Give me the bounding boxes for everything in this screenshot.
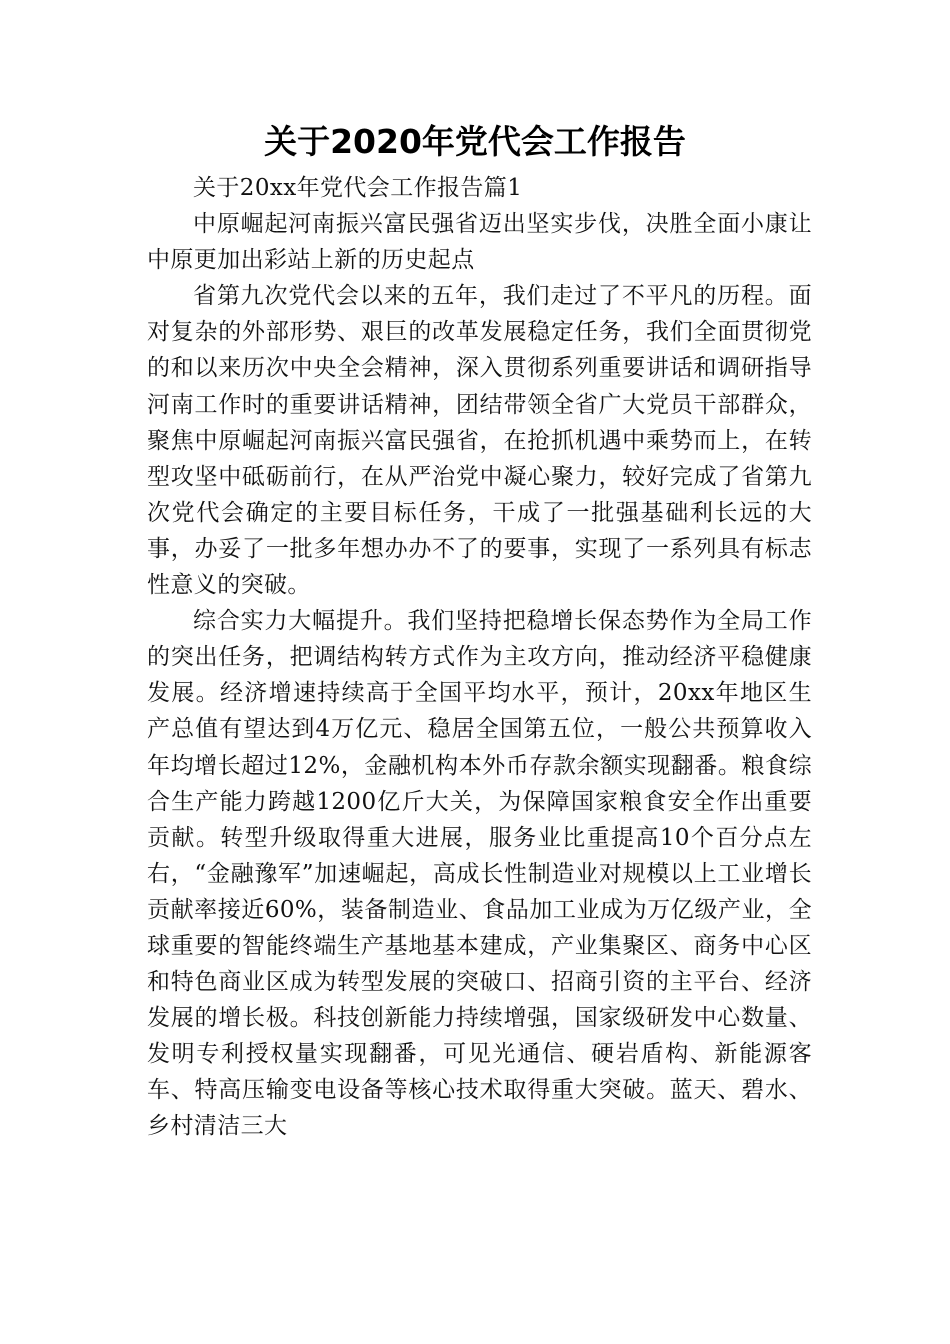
document-body [147, 170, 812, 1145]
paragraph-headline: 中原崛起河南振兴富民强省迈出坚实步伐，决胜全面小康让中原更加出彩站上新的历史起点 [147, 211, 812, 274]
paragraph-strength: 综合实力大幅提升。我们坚持把稳增长保态势作为全局工作的突出任务，把调结构转方式作为主攻方向，推动经济平稳健康发展。经济增速持续高于全国平均水平，预计，20xx年地区生产总值有望达到4万亿元、稳居全国第五位，一般公共预算收入年均增长超过12%，金融机构本外币存款余额实现翻番。粮食综合生产能力跨越1200亿斤大关，为保障国家粮食安全作出重要贡献。转型升级取得重大进展，服务业比重提高10个百分点左右，“金融豫军”加速崛起，高成长性制造业对规模以上工业增长贡献率接近60%，装备制造业、食品加工业成为万亿级产业，全球重要的智能终端生产基地基本建成，产业集聚区、商务中心区和特色商业区成为转型发展的突破口、招商引资的主平台、经济发展的增长极。科技创新能力持续增强，国家级研发中心数量、发明专利授权量实现翻番，可见光通信、硬岩盾构、新能源客车、特高压输变电设备等核心技术取得重大突破。蓝天、碧水、乡村清洁三大 [147, 608, 812, 1140]
document-title: 关于2020年党代会工作报告 [264, 122, 686, 161]
paragraph-subtitle: 关于20xx年党代会工作报告篇1 [193, 175, 523, 201]
paragraph-intro: 省第九次党代会以来的五年，我们走过了不平凡的历程。面对复杂的外部形势、艰巨的改革发展稳定任务，我们全面贯彻党的和以来历次中央全会精神，深入贯彻系列重要讲话和调研指导河南工作时的重要讲话精神，团结带领全省广大党员干部群众，聚焦中原崛起河南振兴富民强省，在抢抓机遇中乘势而上，在转型攻坚中砥砺前行，在从严治党中凝心聚力，较好完成了省第九次党代会确定的主要目标任务，干成了一批强基础利长远的大事，办妥了一批多年想办办不了的要事，实现了一系列具有标志性意义的突破。 [147, 283, 812, 599]
